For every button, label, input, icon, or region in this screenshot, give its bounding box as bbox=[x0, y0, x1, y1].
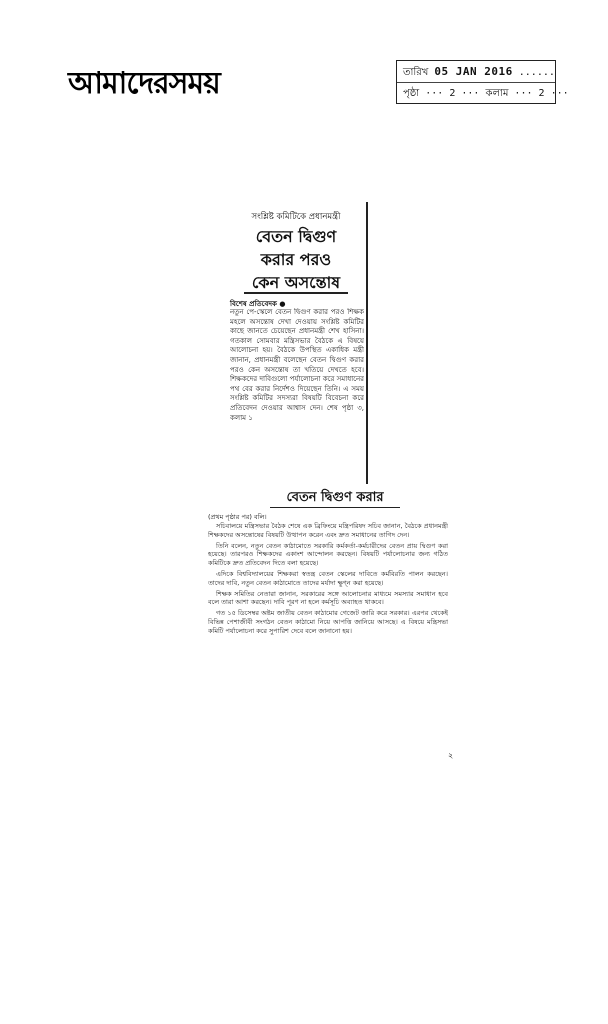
continuation-body bbox=[208, 522, 448, 766]
headline-line-1: বেতন দ্বিগুণ bbox=[255, 227, 337, 246]
headline-line-3: কেন অসন্তোষ bbox=[251, 273, 341, 292]
paragraph: তিনি বলেন, নতুন বেতন কাঠামোতে সরকারি কর্মকর্তা-কর্মচারীদের বেতন প্রায় দ্বিগুণ করা হয়েছে। তারপরও শিক্ষকদের একাংশ আন্দোলন করছেন। বিষয়টি পর্যালোচনার জন্য গঠিত কমিটিকে দ্রুত প্রতিবেদন দিতে বলা হয়েছে। bbox=[208, 541, 448, 568]
stamp-page-value: 2 bbox=[449, 88, 456, 99]
news-clipping-main bbox=[226, 202, 370, 484]
clipping-kicker: সংশ্লিষ্ট কমিটিকে প্রধানমন্ত্রী bbox=[251, 212, 341, 222]
headline-rule bbox=[244, 292, 348, 294]
newspaper-masthead: আমাদেরসময় bbox=[68, 66, 220, 101]
stamp-date-label: তারিখ bbox=[403, 67, 429, 78]
column-rule bbox=[366, 202, 368, 484]
continuation-note: (প্রথম পৃষ্ঠার পর) বলি। bbox=[208, 513, 267, 521]
paragraph: সচিবালয়ে মন্ত্রিসভার বৈঠক শেষে এক ব্রিফিংয়ে মন্ত্রিপরিষদ সচিব জানান, বৈঠকে প্রধানমন্ত্রী শিক্ষকদের অসন্তোষের বিষয়টি উত্থাপন করেন এবং দ্রুত সমাধানের তাগিদ দেন। bbox=[208, 522, 448, 539]
stamp-column-value: 2 bbox=[538, 88, 545, 99]
stamp-page-row: পৃষ্ঠা ··· 2 ··· কলাম ··· 2 ··· bbox=[397, 82, 555, 104]
archive-stamp bbox=[396, 60, 569, 104]
page-mark: ২ bbox=[448, 751, 454, 760]
stamp-column-label: কলাম bbox=[485, 88, 509, 99]
headline-line-2: করার পরও bbox=[260, 250, 332, 269]
stamp-date-row: তারিখ 05 JAN 2016 ...... bbox=[403, 65, 555, 78]
paragraph: শিক্ষক সমিতির নেতারা জানান, সরকারের সঙ্গে আলোচনার মাধ্যমে সমস্যার সমাধান হবে বলে তারা আশা করছেন। দাবি পূরণ না হলে কর্মসূচি অব্যাহত থাকবে। bbox=[208, 589, 448, 607]
byline: বিশেষ প্রতিবেদক ● bbox=[230, 300, 286, 308]
continuation-headline: বেতন দ্বিগুণ করার bbox=[286, 490, 384, 505]
article-body: নতুন পে-স্কেলে বেতন দ্বিগুণ করার পরও শিক্ষক মহলে অসন্তোষ দেখা দেওয়ায় সংশ্লিষ্ট কমিটির কাছে জানতে চেয়েছেন প্রধানমন্ত্রী শেখ হাসিনা। গতকাল সোমবার মন্ত্রিসভার বৈঠকে এ বিষয়ে আলোচনা হয়। বৈঠকে উপস্থিত একাধিক মন্ত্রী জানান, প্রধানমন্ত্রী বলেছেন বেতন দ্বিগুণ করার পরও কেন অসন্তোষ তা খতিয়ে দেখতে হবে। শিক্ষকদের দাবিগুলো পর্যালোচনা করে সমাধানের পথ বের করার নির্দেশও দিয়েছেন তিনি। এ সময় সংশ্লিষ্ট কমিটির সদস্যরা বিষয়টি বিবেচনা করে প্রতিবেদন দেওয়ার আশ্বাস দেন। শেষ পৃষ্ঠা ৩, কলাম ১ bbox=[230, 308, 364, 422]
continuation-headline-rule bbox=[270, 507, 400, 508]
stamp-page-label: পৃষ্ঠা bbox=[403, 88, 420, 99]
paragraph: গত ১৫ ডিসেম্বর অষ্টম জাতীয় বেতন কাঠামোর গেজেট জারি করে সরকার। এরপর থেকেই বিভিন্ন পেশাজীবী সংগঠন বেতন কাঠামো নিয়ে আপত্তি জানিয়ে আসছে। এ বিষয়ে মন্ত্রিসভা কমিটি পর্যালোচনা করে সুপারিশ দেবে বলে জানানো হয়। bbox=[208, 609, 448, 635]
paragraph: এদিকে বিশ্ববিদ্যালয়ের শিক্ষকরা স্বতন্ত্র বেতন স্কেলের দাবিতে কর্মবিরতি পালন করছেন। তাদের দাবি, নতুন বেতন কাঠামোতে তাদের মর্যাদা ক্ষুণ্ন করা হয়েছে। bbox=[208, 569, 448, 587]
news-clipping-continuation bbox=[206, 488, 464, 768]
stamp-date-value: 05 JAN 2016 bbox=[434, 65, 513, 78]
